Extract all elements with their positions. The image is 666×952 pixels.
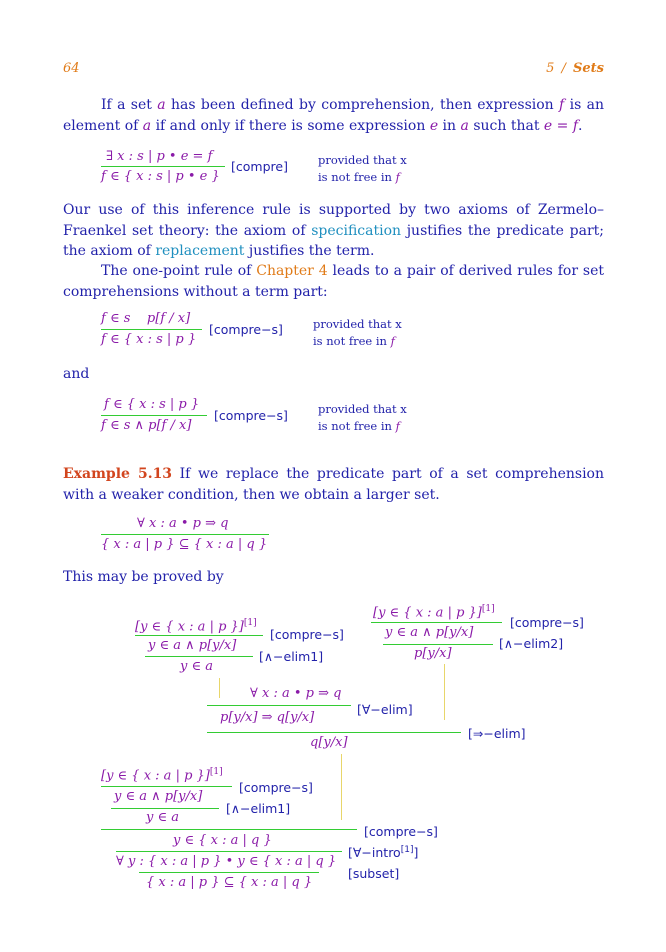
assumption-label: [1] [209,767,223,777]
math-var: f [559,97,565,113]
proof-h-rule: [subset] [348,866,400,881]
proof-h-bottom: { x : a | p } ⊆ { x : a | q } [146,875,313,890]
proviso-line: provided that x [313,317,402,331]
proof-f-line [101,829,357,830]
math-var: e [429,117,439,134]
proof-e-assumption [101,767,223,783]
math-var: f [395,170,400,184]
proviso-line: is not free in [313,334,391,348]
assumption-label: [1] [481,604,495,614]
paragraph-3 [63,261,604,302]
proof-b-assumption [373,604,495,620]
text: in [438,117,461,134]
section-title: Sets [573,61,604,76]
proof-a-assumption [135,618,257,634]
text: if and only if there is some expression [151,117,430,134]
rule-compre-s1-name: [compre−s] [209,322,283,337]
header-separator: / [561,61,566,76]
proof-c-bottom: p[y/x] ⇒ q[y/x] [220,710,315,725]
proof-b-line2 [383,644,493,645]
proof-b-rule1: [compre−s] [510,615,584,630]
section-number: 5 [546,61,555,76]
text: leads to a pair of derived rules for set comprehensions without a term part: [63,263,604,300]
formula: [y ∈ { x : a | p }] [373,605,482,621]
example-premise: ∀ x : a • p ⇒ q [137,516,229,531]
proof-connector-a [219,678,220,698]
connector-and: and [63,366,90,382]
proviso-line: is not free in [318,170,396,184]
rule-compre-proviso [318,152,407,186]
rule-label: ] [413,845,419,861]
rule-compre-line [101,166,225,167]
example-5-13 [63,464,604,505]
proof-g-line [116,851,342,852]
text: Our use of this inference rule is supported by two axioms of Zermelo–Fraenkel set theory: the axiom of [63,202,604,239]
proof-b-bottom: p[y/x] [414,646,452,661]
proviso-line: provided that x [318,153,407,167]
example-rule-line [101,534,269,535]
proof-c-rule: [∀−elim] [357,702,413,717]
proof-d-line [207,732,461,733]
proof-e-rule1: [compre−s] [239,780,313,795]
text: is an element of [63,97,604,134]
rule-compre-premise: ∃ x : s | p • e = f [106,149,213,164]
paragraph-1 [63,95,604,136]
rule-compre-s1-premise: f ∈ s p[f / x] [101,311,191,326]
math-var: a [157,97,166,113]
proof-b-line1 [371,622,502,623]
rule-compre-s2-name: [compre−s] [214,408,288,423]
text: justifies the predicate part; the axiom of [63,222,604,259]
rule-compre-s2-premise: f ∈ { x : s | p } [104,397,200,412]
rule-compre-s2-line [101,415,207,416]
rule-compre-s2-conclusion: f ∈ s ∧ p[f / x] [101,418,192,433]
proof-a-bottom: y ∈ a [180,659,213,674]
proof-e-line2 [111,808,219,809]
proof-connector-b [444,664,445,720]
math-var: a [142,117,152,134]
formula: [y ∈ { x : a | p }] [135,619,244,635]
text: justifies the term. [244,243,375,259]
proof-a-line1 [135,635,263,636]
proof-d-bottom: q[y/x] [310,735,348,750]
link-chapter-4[interactable]: Chapter 4 [256,263,328,279]
proof-e-mid: y ∈ a ∧ p[y/x] [114,789,203,804]
assumption-label: [1] [243,618,257,628]
example-text: If we replace the predicate part of a set comprehension with a weaker condition, then we obtain a larger set. [63,466,604,503]
example-label: Example 5.13 [63,466,173,482]
page-number: 64 [63,61,80,76]
proof-c-top: ∀ x : a • p ⇒ q [250,686,342,701]
proof-d-rule: [⇒−elim] [468,726,526,741]
proof-b-rule2: [∧−elim2] [499,636,564,651]
running-header [546,61,604,76]
link-specification[interactable]: specification [311,222,402,239]
formula: [y ∈ { x : a | p }] [101,768,210,784]
math-var: f [390,334,395,348]
proof-e-bottom: y ∈ a [146,810,179,825]
proof-a-mid: y ∈ a ∧ p[y/x] [148,638,237,653]
text: such that [468,117,544,134]
rule-compre-s2-proviso [318,401,407,435]
text: has been defined by comprehension, then expression [165,97,560,113]
proof-c-line [207,705,351,706]
discharge-label: [1] [400,845,414,855]
proviso-line: provided that x [318,402,407,416]
proof-g-bottom: ∀ y : { x : a | p } • y ∈ { x : a | q } [116,854,337,869]
proof-a-line2 [145,656,253,657]
rule-compre-s1-line [101,329,202,330]
paragraph-2 [63,200,604,262]
rule-compre-name: [compre] [231,159,288,174]
rule-label: [∀−intro [348,845,401,861]
proof-a-rule1: [compre−s] [270,627,344,642]
text: . [578,117,583,134]
rule-compre-conclusion: f ∈ { x : s | p • e } [101,169,220,184]
text: If a set [101,97,158,113]
math-expr: e = f [543,117,579,134]
proof-a-rule2: [∧−elim1] [259,649,324,664]
proof-f-rule: [compre−s] [364,824,438,839]
text: The one-point rule of [101,263,257,279]
proof-connector-d [341,754,342,820]
proof-h-line [139,872,319,873]
math-var: f [395,419,400,433]
proviso-line: is not free in [318,419,396,433]
proof-g-rule [348,845,418,860]
proved-by-text: This may be proved by [63,569,224,585]
math-var: a [460,117,469,134]
proof-e-line1 [101,786,232,787]
proof-e-rule2: [∧−elim1] [226,801,291,816]
link-replacement[interactable]: replacement [155,243,245,259]
proof-b-mid: y ∈ a ∧ p[y/x] [385,625,474,640]
proof-f-bottom: y ∈ { x : a | q } [173,833,272,848]
example-conclusion: { x : a | p } ⊆ { x : a | q } [101,537,268,552]
rule-compre-s1-proviso [313,316,402,350]
rule-compre-s1-conclusion: f ∈ { x : s | p } [101,332,197,347]
